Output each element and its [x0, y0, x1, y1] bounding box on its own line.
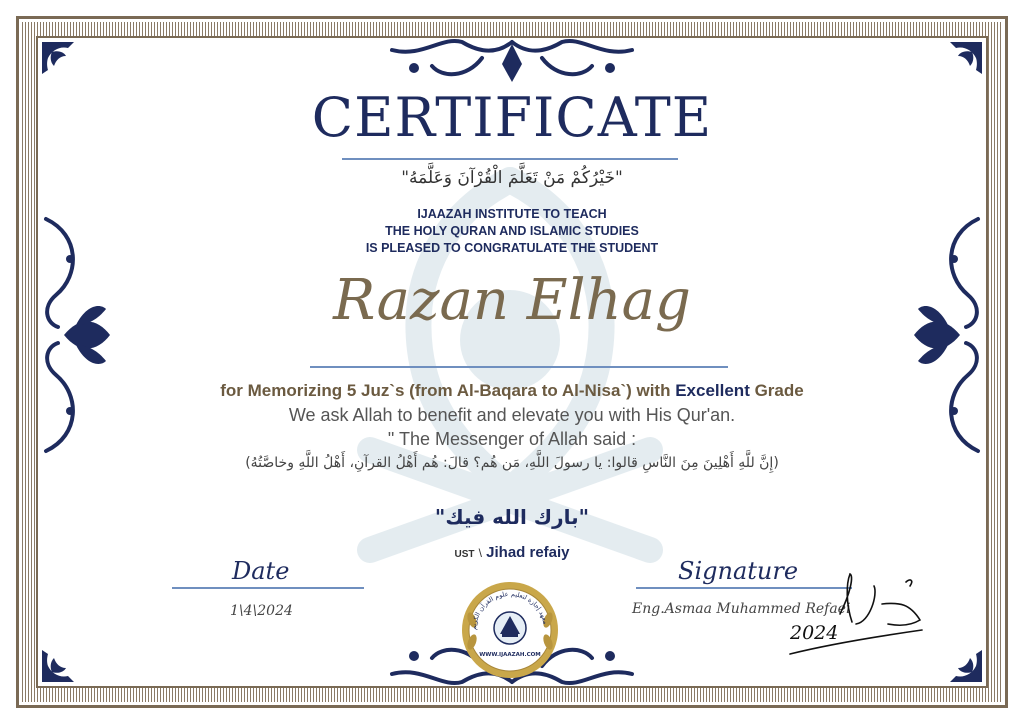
- hadith-text: (إِنَّ للَّهِ أَهْلِينَ مِنَ النَّاسِ قالوا: يا رسولَ اللَّهِ، مَن هُم؟ قالَ: هُم أَهْلُ القرآنِ، أَهْلُ اللَّهِ وخاصَّتُهُ): [245, 455, 779, 471]
- institute-line-3: IS PLEASED TO CONGRATULATE THE STUDENT: [365, 241, 659, 255]
- benefit-text: We ask Allah to benefit and elevate you with His Qur'an.: [288, 405, 736, 425]
- messenger-text: " The Messenger of Allah said :: [387, 429, 637, 449]
- handwritten-signature: [770, 564, 930, 664]
- signature-name: Eng.Asmaa Muhammed Refaei: [632, 601, 851, 617]
- corner-ornament-bottom-left: [40, 648, 76, 684]
- teacher-prefix: UST: [454, 549, 475, 560]
- seal-url: WWW.IJAAZAH.COM: [479, 652, 541, 658]
- institute-line-1: IJAAZAH INSTITUTE TO TEACH: [417, 207, 607, 221]
- teacher-separator: \: [478, 546, 482, 560]
- teacher-name: Jihad refaiy: [486, 544, 570, 561]
- blessing-text: "بارك الله فيك": [434, 505, 590, 529]
- grade-suffix: Grade: [749, 381, 804, 400]
- corner-ornament-top-left: [40, 40, 76, 76]
- top-ornament: [362, 38, 662, 90]
- institute-line-2: THE HOLY QURAN AND ISLAMIC STUDIES: [385, 224, 639, 238]
- date-line: [172, 587, 364, 589]
- date-heading: Date: [232, 557, 290, 585]
- teacher-line: [0, 544, 1024, 561]
- title-underline: [342, 158, 678, 160]
- arabic-verse: "خَيْرُكُمْ مَنْ تَعَلَّمَ الْقُرْآنَ وَعَلَّمَهُ": [401, 168, 623, 188]
- certificate-title: CERTIFICATE: [311, 86, 713, 149]
- institute-seal: [460, 580, 560, 680]
- student-name: Razan Elhag: [333, 268, 691, 333]
- seal-ring-text: معهد إجازة لتعليم علوم القرآن الكريم: [469, 589, 550, 631]
- signature-year: 2024: [790, 622, 839, 644]
- achievement-text: [0, 381, 1024, 401]
- achievement-prefix: for Memorizing 5 Juz`s (from Al-Baqara to Al-Nisa`) with: [220, 381, 676, 400]
- signature-heading: Signature: [678, 557, 799, 585]
- corner-ornament-bottom-right: [948, 648, 984, 684]
- name-underline: [310, 366, 728, 368]
- date-value: 1\4\2024: [230, 603, 293, 619]
- corner-ornament-top-right: [948, 40, 984, 76]
- grade-value: Excellent: [675, 381, 750, 400]
